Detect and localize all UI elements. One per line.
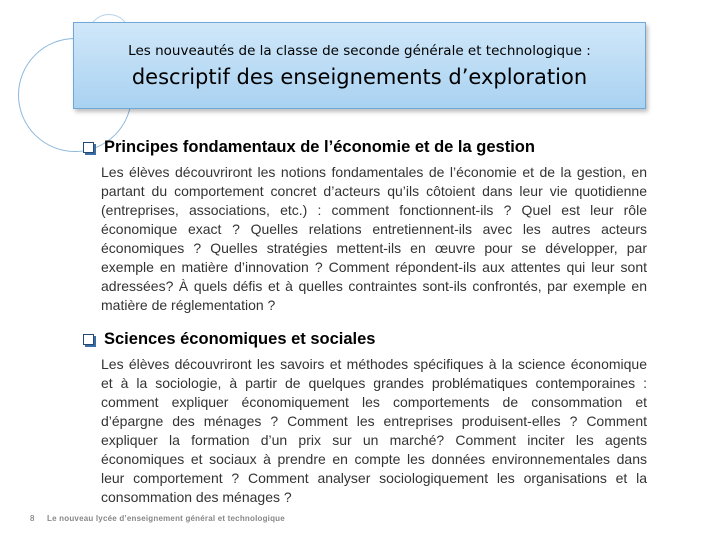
section-heading	[82, 138, 647, 157]
section-heading-text: Sciences économiques et sociales	[104, 330, 376, 348]
section-heading-text: Principes fondamentaux de l’économie et de la gestion	[104, 138, 535, 156]
section-heading	[82, 330, 647, 349]
square-bullet-icon	[83, 334, 94, 345]
slide-title: descriptif des enseignements d’exploration	[131, 65, 588, 89]
section-body-text: Les élèves découvriront les notions fondamentales de l’économie et de la gestion, en partant du comportement concret d’acteurs qu’ils côtoient dans leur vie quotidienne (entreprises, associations, etc.) : comment fonctionnent-ils ? Quel est leur rôle économique exact ? Quelles relations entretiennent-ils avec les autres acteurs économiques ? Quelles stratégies mettent-ils en œuvre pour se développer, par exemple en matière d’innovation ? Comment répondent-ils aux attentes qui leur sont adressées? À quels défis et à quelles contraintes sont-ils confrontés, par exemple en matière de réglementation ?	[101, 164, 647, 313]
footer-text: Le nouveau lycée d’enseignement général et technologique	[47, 514, 285, 523]
page-number: 8	[30, 514, 35, 523]
square-bullet-icon	[83, 142, 94, 153]
section-body-text: Les élèves découvriront les savoirs et méthodes spécifiques à la science économique et à la sociologie, à partir de quelques grandes problématiques contemporaines : comment expliquer économiquement les comportements de consommation et d’épargne des ménages ? Comment les entreprises produisent-elles ? Comment expliquer la formation d’un prix sur un marché? Comment inciter les agents économiques et sociaux à prendre en compte les données environnementales dans leur comportement ? Comment analyser sociologiquement les organisations et la consommation des ménages ?	[101, 356, 647, 505]
section-ses	[82, 330, 647, 507]
title-box	[73, 22, 646, 109]
slide-subtitle: Les nouveautés de la classe de seconde générale et technologique :	[128, 43, 591, 59]
section-economie-gestion	[82, 138, 647, 315]
